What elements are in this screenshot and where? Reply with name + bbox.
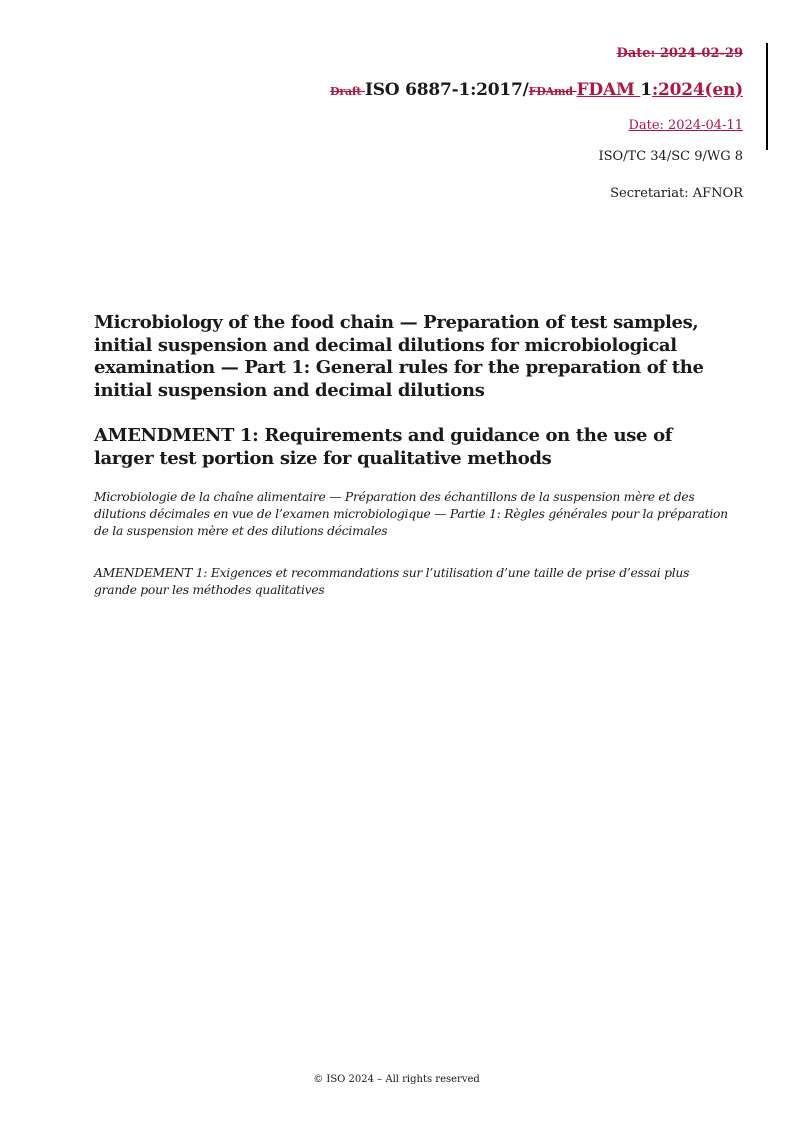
- revision-change-bar: [766, 43, 768, 150]
- deleted-stage-code: FDAmd: [528, 85, 577, 98]
- inserted-date: Date: 2024-04-11: [628, 118, 743, 133]
- secretariat: Secretariat: AFNOR: [610, 186, 743, 201]
- amendment-number: 1: [640, 80, 652, 100]
- deleted-date: Date: 2024-02-29: [616, 46, 743, 61]
- main-title-en: Microbiology of the food chain — Preparation of test samples, initial suspension and decimal dilutions for microbiological examination — Part 1: General rules for the preparation of the initial suspension and decimal dilutions: [94, 312, 704, 401]
- main-title-fr: Microbiologie de la chaîne alimentaire — Préparation des échantillons de la suspension mère et des dilutions décimales en vue de l’examen microbiologique — Partie 1: Règles générales pour la préparation de la suspension mère et des dilutions décimales: [94, 490, 728, 538]
- copyright-footer: © ISO 2024 – All rights reserved: [313, 1074, 480, 1085]
- committee-reference: ISO/TC 34/SC 9/WG 8: [598, 149, 743, 164]
- amendment-title-en: AMENDMENT 1: Requirements and guidance on the use of larger test portion size for qualitative methods: [94, 425, 673, 469]
- document-identifier: [330, 80, 743, 100]
- base-standard-number: ISO 6887-1:2017/: [364, 80, 529, 100]
- inserted-stage-code: FDAM: [576, 80, 641, 100]
- deleted-draft-prefix: Draft: [330, 85, 365, 98]
- inserted-year-language: :2024(en): [651, 80, 743, 100]
- amendment-title-fr: AMENDEMENT 1: Exigences et recommandations sur l’utilisation d’une taille de prise d’essai plus grande pour les méthodes qualitatives: [94, 566, 690, 597]
